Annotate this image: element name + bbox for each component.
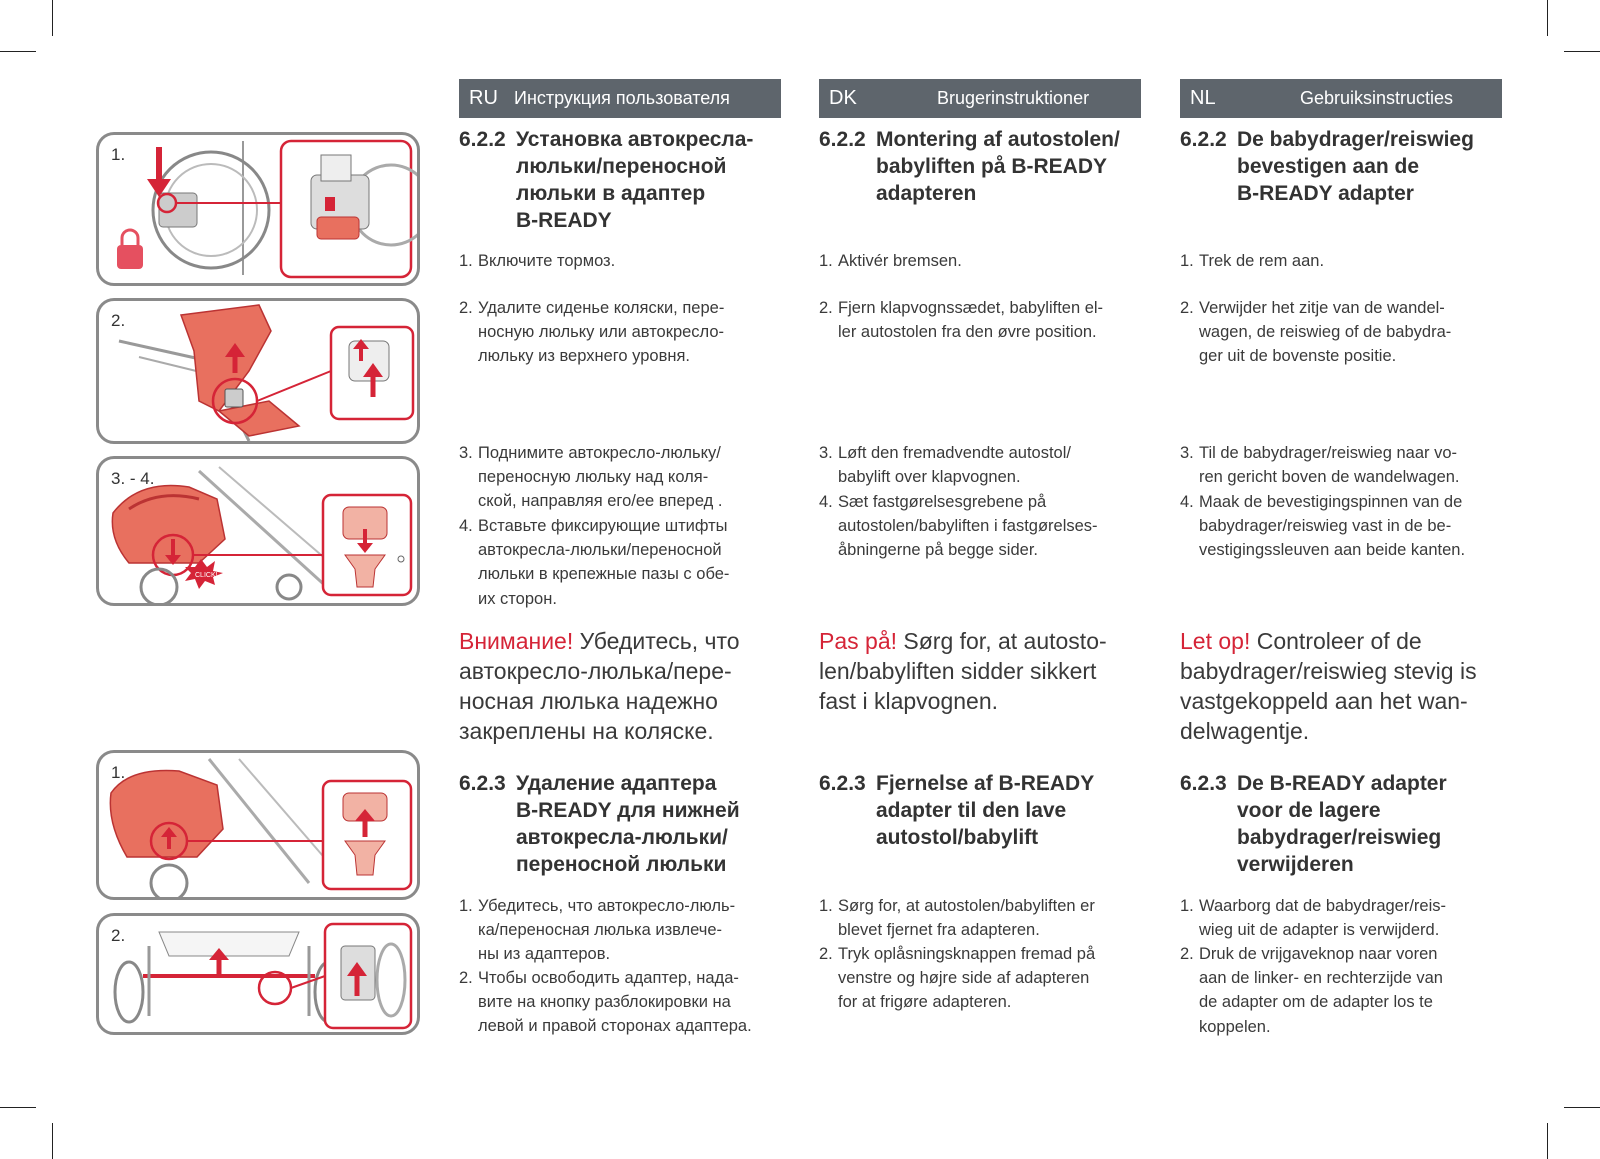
crop-mark — [0, 51, 36, 52]
step-number: 2. — [819, 945, 833, 963]
language-code: RU — [469, 87, 498, 109]
step-number: 1. — [459, 252, 473, 270]
section-number: 6.2.3 — [1180, 772, 1227, 795]
step-text: Løft den fremadvendte autostol/ babylift over klapvognen. — [838, 444, 1071, 487]
section-6-2-3-title — [459, 770, 789, 880]
step-number: 1. — [819, 252, 833, 270]
step-number: 3. — [1180, 444, 1194, 462]
section-number: 6.2.2 — [1180, 128, 1227, 151]
header-title: Инструкция пользователя — [514, 88, 730, 108]
warning-note — [459, 626, 789, 746]
section-title: Удаление адаптера B-READY для нижней автокресла-люльки/ переносной люльки — [516, 772, 740, 876]
step-text: Sørg for, at autostolen/babyliften er blevet fjernet fra adapteren. — [838, 897, 1095, 940]
step-number: 1. — [1180, 252, 1194, 270]
crop-mark — [52, 0, 53, 36]
step-text: Trek de rem aan. — [1199, 252, 1325, 270]
step-number: 4. — [819, 493, 833, 511]
step-number: 4. — [1180, 493, 1194, 511]
step-text: Maak de bevestigingspinnen van de babydrager/reiswieg vast in de be- vestigingssleuven aan beide kanten. — [1199, 493, 1466, 560]
figure-adapter-release — [96, 913, 420, 1035]
section-6-2-3-title — [819, 770, 1149, 880]
header-title: Brugerinstruktioner — [937, 88, 1090, 108]
header-nl — [1180, 79, 1502, 118]
step-text: Убедитесь, что автокресло-люль- ка/переносная люлька извлече- ны из адаптеров. — [478, 897, 736, 964]
section-number: 6.2.2 — [459, 128, 506, 151]
language-code: DK — [829, 87, 857, 109]
figure-label: 2. — [111, 926, 126, 945]
warning-word: Let op! — [1180, 628, 1251, 654]
step-text: Удалите сиденье коляски, пере- носную люльку или автокресло- люльку из верхнего уровня. — [478, 299, 725, 366]
step-text: Fjern klapvognssædet, babyliften el- ler autostolen fra den øvre position. — [838, 299, 1104, 342]
figure-label: 3. - 4. — [111, 469, 155, 488]
section-title: Установка автокресла- люльки/переносной люльки в адаптер B-READY — [516, 128, 754, 232]
figure-attach-carseat — [96, 456, 420, 606]
crop-mark — [1547, 1123, 1548, 1159]
step-text: Druk de vrijgaveknop naar voren aan de linker- en rechterzijde van de adapter om de adapter los te koppelen. — [1199, 945, 1443, 1036]
adapter-check-illustration — [99, 753, 417, 897]
figure-label: 2. — [111, 311, 126, 330]
step-number: 2. — [819, 299, 833, 317]
figure-brake — [96, 132, 420, 286]
warning-text: Убедитесь, что автокресло-люлька/пере- носная люлька надежно закреплены на коляске. — [459, 628, 740, 744]
section-number: 6.2.2 — [819, 128, 866, 151]
step-text: Verwijder het zitje van de wandel- wagen, de reiswieg of de babydra- ger uit de bovenste positie. — [1199, 299, 1452, 366]
step-text: Til de babydrager/reiswieg naar vo- ren gericht boven de wandelwagen. — [1199, 444, 1460, 487]
figure-adapter-check — [96, 750, 420, 900]
step-number: 4. — [459, 517, 473, 535]
step-number: 1. — [459, 897, 473, 915]
step-number: 2. — [1180, 945, 1194, 963]
warning-word: Pas på! — [819, 628, 897, 654]
section-title: De babydrager/reiswieg bevestigen aan de B-READY adapter — [1237, 128, 1474, 205]
crop-mark — [52, 1123, 53, 1159]
figure-remove-seat — [96, 298, 420, 444]
remove-seat-illustration — [99, 301, 417, 441]
figure-label: 1. — [111, 145, 126, 164]
step-text: Чтобы освободить адаптер, нада- вите на кнопку разблокировки на левой и правой сторонах адаптера. — [478, 969, 752, 1036]
header-dk — [819, 79, 1141, 118]
section-6-2-2-title — [459, 126, 789, 236]
header-title: Gebruiksinstructies — [1300, 88, 1454, 108]
section-title: Montering af autostolen/ babyliften på B-READY adapteren — [876, 128, 1120, 205]
language-code: NL — [1190, 87, 1216, 109]
step-number: 2. — [1180, 299, 1194, 317]
crop-mark — [0, 1107, 36, 1108]
crop-mark — [1564, 1107, 1600, 1108]
step-text: Aktivér bremsen. — [838, 252, 962, 270]
section-6-2-2-title — [1180, 126, 1520, 236]
step-text: Waarborg dat de babydrager/reis- wieg uit de adapter is verwijderd. — [1199, 897, 1447, 940]
step-text: Tryk oplåsningsknappen fremad på venstre og højre side af adapteren for at frigøre adapteren. — [838, 945, 1096, 1012]
warning-word: Внимание! — [459, 628, 574, 654]
step-number: 2. — [459, 299, 473, 317]
section-title: Fjernelse af B-READY adapter til den lave autostol/babylift — [876, 772, 1095, 849]
crop-mark — [1564, 51, 1600, 52]
section-number: 6.2.3 — [459, 772, 506, 795]
step-text: Sæt fastgørelsesgrebene på autostolen/babyliften i fastgørelses- åbningerne på begge sider. — [838, 493, 1098, 560]
header-ru — [459, 79, 781, 118]
warning-note — [1180, 626, 1520, 746]
brake-illustration — [99, 135, 417, 283]
step-number: 3. — [459, 444, 473, 462]
adapter-release-illustration — [99, 916, 417, 1032]
figure-label: 1. — [111, 763, 126, 782]
section-number: 6.2.3 — [819, 772, 866, 795]
step-number: 2. — [459, 969, 473, 987]
step-text: Поднимите автокресло-люльку/ переносную люльку над коля- ской, направляя его/ее вперед . — [478, 444, 723, 511]
crop-mark — [1547, 0, 1548, 36]
step-number: 1. — [819, 897, 833, 915]
warning-note — [819, 626, 1149, 716]
warning-text: Controleer of de babydrager/reiswieg stevig is vastgekoppeld aan het wan- delwagentje. — [1180, 628, 1477, 744]
step-text: Вставьте фиксирующие штифты автокресла-люльки/переносной люльки в крепежные пазы с обе- их сторон. — [478, 517, 730, 608]
step-number: 3. — [819, 444, 833, 462]
section-title: De B-READY adapter voor de lagere babydrager/reiswieg verwijderen — [1237, 772, 1447, 876]
step-number: 1. — [1180, 897, 1194, 915]
section-6-2-3-title — [1180, 770, 1520, 880]
step-text: Включите тормоз. — [478, 252, 616, 270]
warning-text: Sørg for, at autosto- len/babyliften sidder sikkert fast i klapvognen. — [819, 628, 1107, 714]
click-label: CLICK! — [195, 572, 218, 579]
section-6-2-2-title — [819, 126, 1149, 236]
